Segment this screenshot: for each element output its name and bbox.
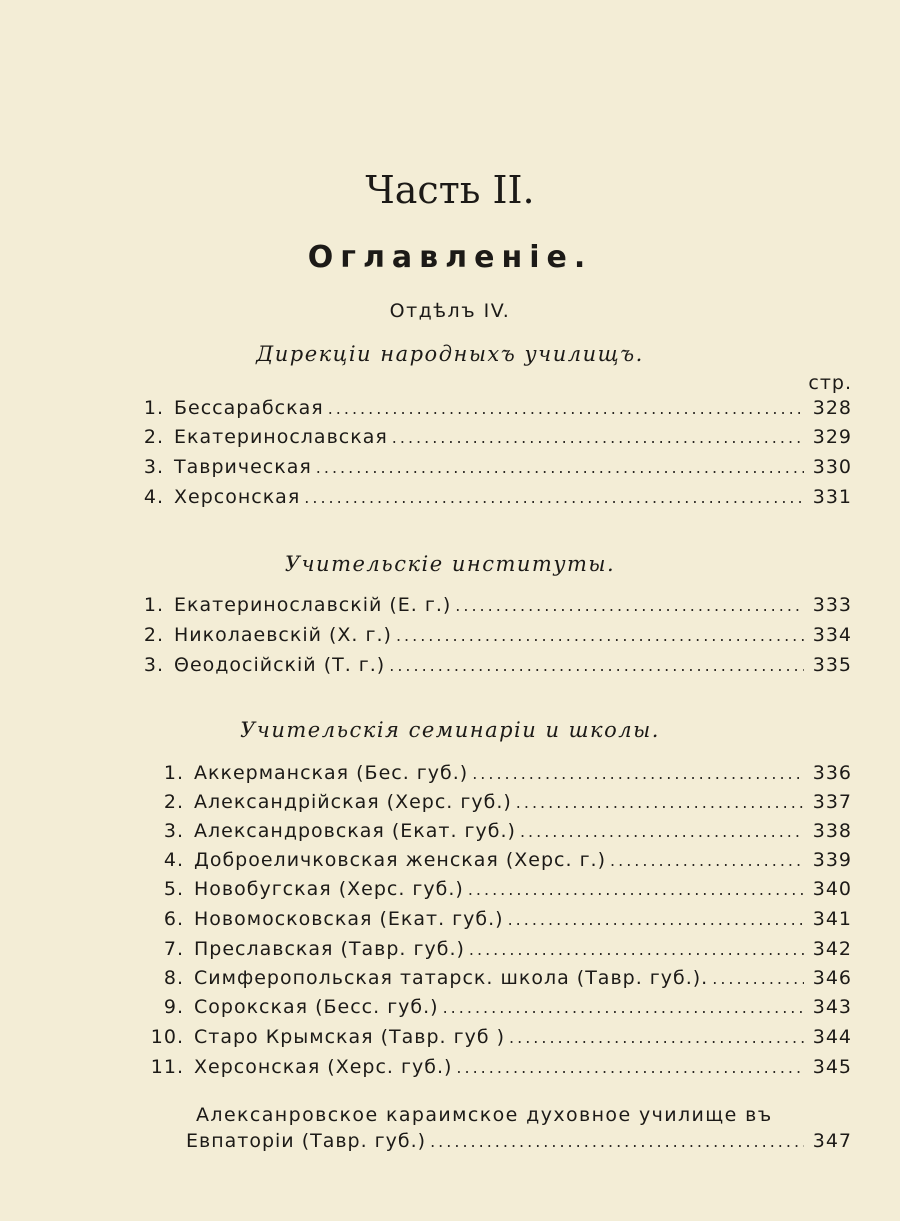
- toc-entry: [140, 1026, 852, 1054]
- dot-leader: [469, 940, 804, 959]
- toc-entry: [136, 397, 852, 425]
- final-entry-line2: [186, 1130, 852, 1158]
- section-title-seminaries: Учительскія семинаріи и школы.: [240, 718, 660, 742]
- entry-page: 343: [812, 996, 852, 1018]
- entry-number: 3.: [143, 654, 164, 676]
- entry-page: 347: [812, 1130, 852, 1152]
- dot-leader: [509, 1028, 804, 1047]
- entry-title: Бессарабская: [174, 397, 324, 419]
- entry-page: 329: [812, 426, 852, 448]
- entry-number: 1.: [143, 594, 164, 616]
- entry-page: 335: [812, 654, 852, 676]
- toc-entry: [140, 820, 852, 848]
- entry-title: Новомосковская (Екат. губ.): [194, 908, 504, 930]
- toc-entry: [136, 486, 852, 514]
- entry-page: 338: [812, 820, 852, 842]
- entry-title: Херсонская: [174, 486, 301, 508]
- entry-page: 342: [812, 938, 852, 960]
- dot-leader: [392, 428, 804, 447]
- dot-leader: [304, 488, 804, 507]
- page-column-label: стр.: [808, 372, 852, 394]
- entry-page: 333: [812, 594, 852, 616]
- part-title: Часть II.: [365, 168, 535, 212]
- toc-entry: [136, 456, 852, 484]
- dot-leader: [316, 458, 804, 477]
- entry-number: 2.: [163, 791, 184, 813]
- entry-title: Сорокская (Бесс. губ.): [194, 996, 439, 1018]
- toc-entry: [140, 849, 852, 877]
- dot-leader: [455, 596, 804, 615]
- entry-page: 341: [812, 908, 852, 930]
- entry-title: Екатеринославскій (Е. г.): [174, 594, 452, 616]
- entry-number: 1.: [163, 762, 184, 784]
- toc-entry: [140, 967, 852, 995]
- entry-number: 9.: [163, 996, 184, 1018]
- department-heading: Отдѣлъ IV.: [389, 300, 511, 322]
- entry-number: 6.: [163, 908, 184, 930]
- toc-entry: [140, 938, 852, 966]
- entry-page: 344: [812, 1026, 852, 1048]
- entry-page: 331: [812, 486, 852, 508]
- entry-number: 5.: [163, 878, 184, 900]
- dot-leader: [520, 822, 804, 841]
- entry-page: 346: [812, 967, 852, 989]
- section-title-directorates: Дирекціи народныхъ училищъ.: [256, 342, 644, 366]
- dot-leader: [456, 1058, 804, 1077]
- entry-title: Преславская (Тавр. губ.): [194, 938, 465, 960]
- entry-title: Александровская (Екат. губ.): [194, 820, 516, 842]
- entry-title: Симферопольская татарск. школа (Тавр. губ.).: [194, 967, 709, 989]
- toc-entry: [136, 426, 852, 454]
- dot-leader: [396, 626, 804, 645]
- entry-number: 3.: [163, 820, 184, 842]
- toc-title: Оглавленіе.: [307, 240, 593, 275]
- entry-page: 339: [812, 849, 852, 871]
- entry-title: Аккерманская (Бес. губ.): [194, 762, 469, 784]
- dot-leader: [468, 880, 804, 899]
- dot-leader: [516, 793, 804, 812]
- entry-page: 334: [812, 624, 852, 646]
- entry-page: 330: [812, 456, 852, 478]
- entry-page: 336: [812, 762, 852, 784]
- toc-entry: [140, 762, 852, 790]
- toc-entry: [136, 594, 852, 622]
- entry-page: 337: [812, 791, 852, 813]
- dot-leader: [472, 764, 804, 783]
- toc-entry: [140, 878, 852, 906]
- entry-number: 8.: [163, 967, 184, 989]
- entry-title: Старо Крымская (Тавр. губ ): [194, 1026, 506, 1048]
- entry-number: 11.: [150, 1056, 184, 1078]
- toc-entry: [140, 1056, 852, 1084]
- entry-page: 340: [812, 878, 852, 900]
- entry-page: 345: [812, 1056, 852, 1078]
- entry-title: Херсонская (Херс. губ.): [194, 1056, 453, 1078]
- dot-leader: [610, 851, 804, 870]
- entry-number: 4.: [163, 849, 184, 871]
- entry-number: 7.: [163, 938, 184, 960]
- entry-page: 328: [812, 397, 852, 419]
- dot-leader: [328, 399, 804, 418]
- toc-entry: [140, 996, 852, 1024]
- entry-title: Евпаторіи (Тавр. губ.): [186, 1130, 427, 1152]
- dot-leader: [443, 998, 804, 1017]
- final-entry-line1: Алексанровское караимское духовное училище въ: [196, 1104, 773, 1126]
- toc-entry: [140, 791, 852, 819]
- entry-number: 2.: [143, 624, 164, 646]
- entry-number: 1.: [143, 397, 164, 419]
- entry-number: 4.: [143, 486, 164, 508]
- entry-number: 2.: [143, 426, 164, 448]
- entry-title: Новобугская (Херс. губ.): [194, 878, 464, 900]
- entry-title: Екатеринославская: [174, 426, 388, 448]
- dot-leader: [430, 1132, 804, 1151]
- dot-leader: [712, 969, 804, 988]
- entry-title: Таврическая: [174, 456, 312, 478]
- section-title-institutes: Учительскіе институты.: [284, 552, 616, 576]
- toc-entry: [140, 908, 852, 936]
- toc-entry: [136, 654, 852, 682]
- entry-title: Александрійская (Херс. губ.): [194, 791, 512, 813]
- entry-title: Θеодосійскій (Т. г.): [174, 654, 386, 676]
- dot-leader: [389, 656, 804, 675]
- toc-entry: [136, 624, 852, 652]
- entry-title: Николаевскій (Х. г.): [174, 624, 392, 646]
- dot-leader: [508, 910, 804, 929]
- entry-title: Доброеличковская женская (Херс. г.): [194, 849, 607, 871]
- entry-number: 10.: [150, 1026, 184, 1048]
- entry-number: 3.: [143, 456, 164, 478]
